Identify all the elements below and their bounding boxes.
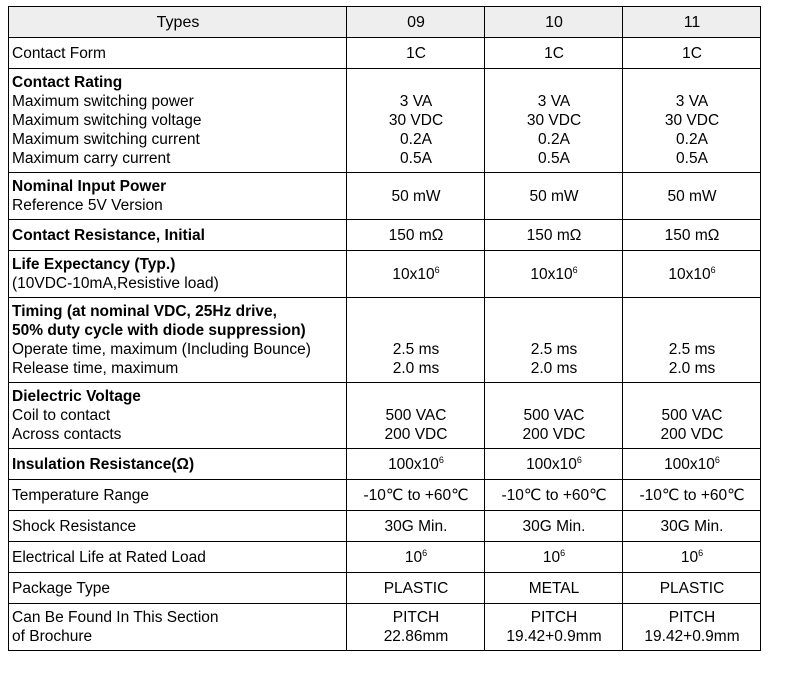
spec-table-container	[8, 6, 760, 651]
cell-line: 2.0 ms	[668, 360, 716, 377]
value-base: 10	[542, 548, 561, 566]
row-timing	[9, 298, 761, 383]
cell-value: 150 mΩ	[485, 220, 623, 251]
value-base: 10x10	[392, 265, 435, 283]
value-exponent: 6	[434, 264, 440, 275]
cell-line: 3 VA	[537, 93, 571, 110]
cell-value: -10℃ to +60℃	[347, 480, 485, 511]
row-dielectric-voltage	[9, 383, 761, 449]
row-title: Insulation Resistance(Ω)	[9, 449, 347, 480]
row-label	[9, 604, 347, 651]
cell-line: PITCH	[668, 609, 716, 626]
row-shock-resistance	[9, 511, 761, 542]
cell-line: 500 VAC	[523, 407, 585, 424]
cell-value	[623, 604, 761, 651]
value-exponent: 6	[422, 547, 428, 558]
cell-value: 50 mW	[485, 173, 623, 220]
row-label	[9, 173, 347, 220]
row-label: Temperature Range	[9, 480, 347, 511]
cell-value	[485, 542, 623, 573]
row-label	[9, 251, 347, 298]
row-title: Nominal Input Power	[12, 178, 167, 195]
cell-value	[623, 298, 761, 383]
value-exponent: 6	[714, 454, 720, 465]
row-title: Life Expectancy (Typ.)	[12, 256, 176, 273]
header-09: 09	[347, 7, 485, 38]
cell-line: 19.42+0.9mm	[506, 628, 602, 645]
value-base: 100x10	[388, 455, 439, 473]
value-base: 100x10	[664, 455, 715, 473]
value-exponent: 6	[698, 547, 704, 558]
row-contact-resistance	[9, 220, 761, 251]
cell-value: 30G Min.	[347, 511, 485, 542]
cell-value: 30G Min.	[623, 511, 761, 542]
row-sub: Maximum switching power	[12, 93, 194, 110]
row-nominal-input-power	[9, 173, 761, 220]
row-title: Contact Resistance, Initial	[9, 220, 347, 251]
cell-line: 2.5 ms	[530, 341, 578, 358]
cell-value: 50 mW	[347, 173, 485, 220]
row-label	[9, 69, 347, 173]
cell-value: PLASTIC	[623, 573, 761, 604]
cell-line: 0.5A	[400, 150, 432, 167]
header-row	[9, 7, 761, 38]
cell-line: 0.5A	[538, 150, 570, 167]
cell-value	[347, 542, 485, 573]
row-electrical-life	[9, 542, 761, 573]
cell-line: 500 VAC	[661, 407, 723, 424]
cell-value	[347, 449, 485, 480]
cell-line: 2.5 ms	[668, 341, 716, 358]
row-title: Contact Rating	[12, 74, 123, 91]
value-exponent: 6	[438, 454, 444, 465]
cell-line: 0.2A	[676, 131, 708, 148]
row-label: Electrical Life at Rated Load	[9, 542, 347, 573]
cell-value	[485, 449, 623, 480]
cell-value	[623, 383, 761, 449]
cell-line: 2.5 ms	[392, 341, 440, 358]
cell-value: 50 mW	[623, 173, 761, 220]
row-contact-form	[9, 38, 761, 69]
row-label: Package Type	[9, 573, 347, 604]
cell-line: 200 VDC	[522, 426, 586, 443]
cell-line: 22.86mm	[383, 628, 449, 645]
row-sub: Maximum switching voltage	[12, 112, 202, 129]
cell-value	[485, 383, 623, 449]
value-base: 10x10	[530, 265, 573, 283]
cell-value: -10℃ to +60℃	[623, 480, 761, 511]
value-exponent: 6	[710, 264, 716, 275]
row-label: Contact Form	[9, 38, 347, 69]
value-exponent: 6	[572, 264, 578, 275]
cell-value: 150 mΩ	[347, 220, 485, 251]
row-brochure-section	[9, 604, 761, 651]
row-sub: Release time, maximum	[12, 360, 179, 377]
cell-value: PLASTIC	[347, 573, 485, 604]
cell-line: 0.5A	[676, 150, 708, 167]
cell-value	[623, 449, 761, 480]
cell-value	[347, 251, 485, 298]
cell-line: 30 VDC	[664, 112, 720, 129]
cell-line: 2.0 ms	[392, 360, 440, 377]
row-sub: Operate time, maximum (Including Bounce)	[12, 341, 311, 358]
row-label	[9, 383, 347, 449]
cell-value	[485, 604, 623, 651]
cell-value	[347, 298, 485, 383]
header-11: 11	[623, 7, 761, 38]
cell-line: 200 VDC	[660, 426, 724, 443]
cell-line: PITCH	[392, 609, 440, 626]
row-title: Dielectric Voltage	[12, 388, 141, 405]
cell-line: 0.2A	[538, 131, 570, 148]
row-sub: Can Be Found In This Section	[12, 609, 219, 626]
cell-line: 30 VDC	[526, 112, 582, 129]
value-exponent: 6	[576, 454, 582, 465]
row-temperature-range	[9, 480, 761, 511]
cell-value: 30G Min.	[485, 511, 623, 542]
cell-value	[623, 542, 761, 573]
row-sub: Maximum carry current	[12, 150, 171, 167]
row-contact-rating	[9, 69, 761, 173]
value-base: 10x10	[668, 265, 711, 283]
row-label	[9, 298, 347, 383]
row-sub: Maximum switching current	[12, 131, 200, 148]
cell-value	[347, 604, 485, 651]
row-package-type	[9, 573, 761, 604]
cell-line: 500 VAC	[385, 407, 447, 424]
cell-value	[485, 251, 623, 298]
row-sub: of Brochure	[12, 628, 93, 645]
cell-line: 200 VDC	[384, 426, 448, 443]
row-title: Timing (at nominal VDC, 25Hz drive,	[12, 303, 277, 320]
header-types: Types	[9, 7, 347, 38]
cell-value: -10℃ to +60℃	[485, 480, 623, 511]
cell-line: 2.0 ms	[530, 360, 578, 377]
value-exponent: 6	[560, 547, 566, 558]
cell-line: 30 VDC	[388, 112, 444, 129]
cell-value	[347, 383, 485, 449]
row-label: Shock Resistance	[9, 511, 347, 542]
row-title: 50% duty cycle with diode suppression)	[12, 322, 306, 339]
cell-value: 1C	[347, 38, 485, 69]
value-base: 10	[404, 548, 423, 566]
cell-line: 19.42+0.9mm	[644, 628, 740, 645]
row-sub: Coil to contact	[12, 407, 111, 424]
cell-line: PITCH	[530, 609, 578, 626]
row-sub: Reference 5V Version	[12, 197, 163, 214]
cell-line: 0.2A	[400, 131, 432, 148]
cell-value	[623, 251, 761, 298]
row-insulation-resistance	[9, 449, 761, 480]
cell-value: METAL	[485, 573, 623, 604]
cell-line: 3 VA	[675, 93, 709, 110]
header-10: 10	[485, 7, 623, 38]
cell-value	[485, 69, 623, 173]
cell-value: 1C	[623, 38, 761, 69]
cell-value	[347, 69, 485, 173]
cell-value: 1C	[485, 38, 623, 69]
cell-value: 150 mΩ	[623, 220, 761, 251]
row-sub: (10VDC-10mA,Resistive load)	[12, 275, 219, 292]
cell-value	[485, 298, 623, 383]
cell-value	[623, 69, 761, 173]
relay-spec-table	[8, 6, 761, 651]
row-life-expectancy	[9, 251, 761, 298]
cell-line: 3 VA	[399, 93, 433, 110]
row-sub: Across contacts	[12, 426, 122, 443]
value-base: 10	[680, 548, 699, 566]
value-base: 100x10	[526, 455, 577, 473]
